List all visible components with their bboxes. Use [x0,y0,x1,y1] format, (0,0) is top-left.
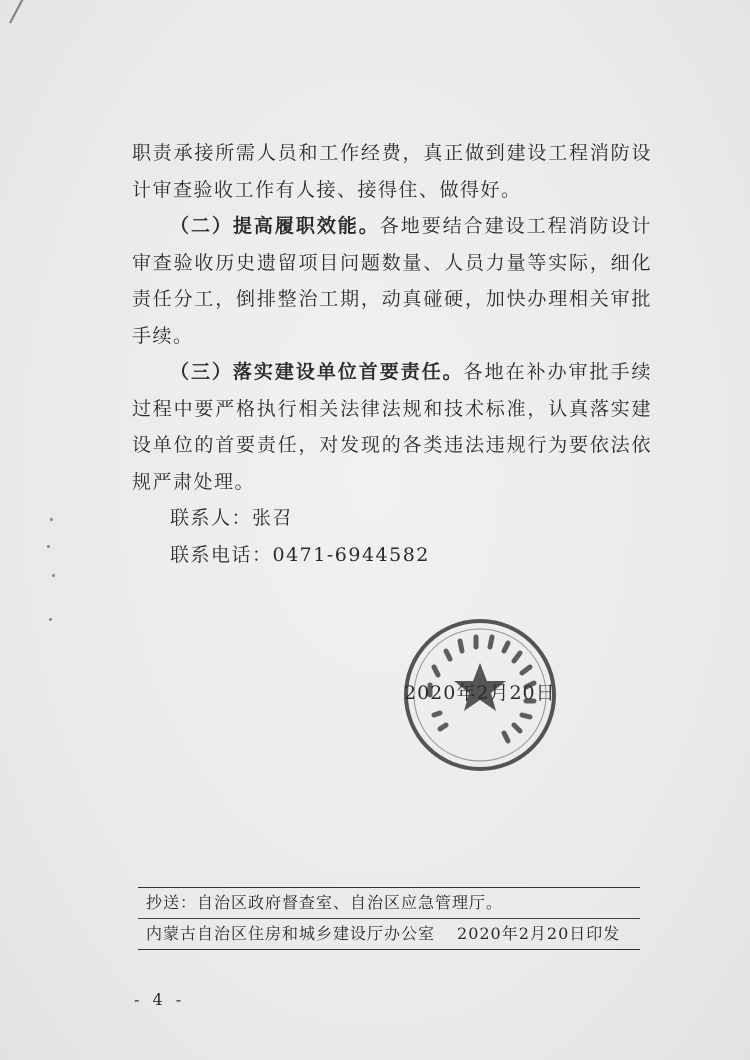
section-3-body: 各地在补办审批手续过程中要严格执行相关法律法规和技术标准，认真落实建设单位的首要责任，对发现的各类违法违规行为要依法依规严肃处理。 [132,361,652,493]
contact-phone: 联系电话：0471-6944582 [170,543,430,566]
print-date: 2020年2月20日印发 [457,924,621,943]
page-number: - 4 - [134,990,186,1009]
body-paragraph-continued: 职责承接所需人员和工作经费，真正做到建设工程消防设计审查验收工作有人接、接得住、做得好。 [132,142,652,201]
issuer-name: 内蒙古自治区住房和城乡建设厅办公室 [146,924,436,943]
section-3-heading: （三）落实建设单位首要责任。 [170,361,464,383]
cc-text: 抄送：自治区政府督查室、自治区应急管理厅。 [146,893,504,912]
cc-line [138,888,640,918]
section-2-paragraph [132,208,652,354]
issuer-line [138,918,640,949]
footer-distribution-box [138,887,640,950]
contact-person: 联系人：张召 [170,507,294,529]
section-2-heading: （二）提高履职效能。 [170,215,380,237]
section-2-body: 各地要结合建设工程消防设计审查验收历史遗留项目问题数量、人员力量等实际，细化责任分工，倒排整治工期，动真碰硬，加快办理相关审批手续。 [132,215,652,347]
pen-mark [9,0,27,23]
section-3-paragraph [132,354,652,500]
signature-date: 2020年2月20日 [404,682,556,704]
document-body [132,135,652,573]
